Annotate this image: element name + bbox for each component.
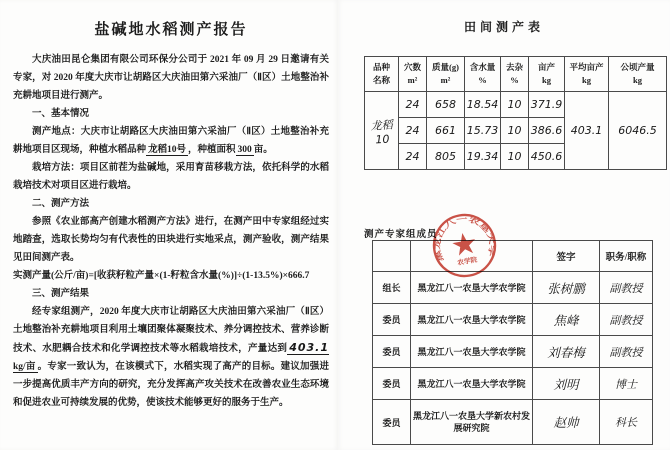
- location-paragraph: [13, 123, 329, 159]
- role-cell: 委员: [373, 368, 411, 400]
- col-variety: 品种 名称: [365, 57, 399, 92]
- col-moisture: 含水量 %: [465, 57, 501, 92]
- signature-cell: 赵帅: [533, 400, 600, 445]
- moisture-cell: 18.54: [465, 92, 501, 118]
- section1-heading: 一、基本情况: [32, 109, 90, 119]
- expert-row: [373, 272, 653, 304]
- title-cell: 博士: [600, 368, 653, 400]
- holes-cell: 24: [399, 144, 427, 170]
- empty-header-cell: [373, 241, 411, 272]
- section3-heading: 三、测产结果: [32, 289, 90, 299]
- cultivation-paragraph: 栽培方法：项目区前茬为盐碱地，采用育苗移栽方法，依托科学的水稻栽培技术对项目区进行栽培。: [13, 163, 329, 191]
- result-suffix: 。专家一致认为，在该模式下，水稻实现了高产的目标。建议加强进一步提高优质丰产方向的研究，充分发挥高产攻关技术在改善农业生态环境和促进农业可持续发展的优势，使该技术能够更好的服务于生产。: [13, 362, 329, 408]
- field-header-row: [365, 57, 667, 92]
- seal-ring-text: 黑龙江八一农垦大学: [432, 214, 497, 264]
- experts-table: [372, 240, 653, 445]
- variety-blank: 龙稻10号: [148, 145, 187, 155]
- org-cell: 黑龙江八一农垦大学农学院: [411, 368, 533, 400]
- location-suffix: 亩。: [253, 145, 273, 155]
- holes-cell: 24: [399, 92, 427, 118]
- signature-cell: 焦峰: [533, 304, 600, 336]
- tables-page: [338, 0, 670, 450]
- col-impurity: 去杂 %: [501, 57, 529, 92]
- title-header: 职务/职称: [600, 241, 653, 272]
- expert-row: [373, 368, 653, 400]
- location-mid: ，种植面积: [188, 145, 236, 155]
- location-prefix: 测产地点：大庆市让胡路区大庆油田第六采油厂（Ⅱ区）土地整治补充耕地项目区现场，种植水稻品种: [13, 127, 329, 155]
- col-yield: 亩产 kg: [529, 57, 565, 92]
- yield-formula: 实测产量(公斤/亩)=[收获籽粒产量×(1-籽粒含水量(%)]÷(1-13.5%)×666.7: [13, 271, 310, 281]
- impurity-cell: 10: [501, 144, 529, 170]
- title-cell: 副教授: [600, 272, 653, 304]
- mass-cell: 658: [427, 92, 465, 118]
- title-cell: 副教授: [600, 304, 653, 336]
- empty-header-cell: [411, 241, 533, 272]
- yield-value-handwritten: 403.1: [289, 341, 329, 354]
- intro-paragraph: 大庆油田昆仑集团有限公司环保分公司于 2021 年 09 月 29 日邀请有关专家，对 2020 年度大庆市让胡路区大庆油田第六采油厂（Ⅱ区）土地整治补充耕地项目进行测产。: [13, 55, 329, 101]
- area-blank: 300: [237, 145, 252, 155]
- org-cell: 黑龙江八一农垦大学农学院: [411, 336, 533, 368]
- expert-row: [373, 400, 653, 445]
- holes-cell: 24: [399, 118, 427, 144]
- average-yield-cell: 403.1: [565, 92, 609, 170]
- org-cell: 黑龙江八一农垦大学农学院: [411, 304, 533, 336]
- role-cell: 委员: [373, 304, 411, 336]
- signature-cell: 张树鹏: [533, 272, 600, 304]
- org-cell: 黑龙江八一农垦大学新农村发展研究院: [411, 400, 533, 445]
- role-cell: 委员: [373, 400, 411, 445]
- moisture-cell: 19.34: [465, 144, 501, 170]
- experts-label: 测产专家组成员: [364, 230, 438, 240]
- yield-cell: 371.9: [529, 92, 565, 118]
- result-paragraph: [13, 303, 329, 412]
- role-cell: 委员: [373, 336, 411, 368]
- col-mass: 质量(g) m²: [427, 57, 465, 92]
- expert-row: [373, 336, 653, 368]
- impurity-cell: 10: [501, 118, 529, 144]
- mass-cell: 805: [427, 144, 465, 170]
- signature-cell: 刘春梅: [533, 336, 600, 368]
- section2-heading: 二、测产方法: [32, 199, 90, 209]
- yield-unit: kg/亩: [13, 362, 36, 372]
- col-holes: 穴数 m²: [399, 57, 427, 92]
- field-row: [365, 92, 667, 118]
- yield-cell: 450.6: [529, 144, 565, 170]
- seal-inner-text: 农学院: [456, 256, 478, 268]
- hectare-yield-cell: 6046.5: [609, 92, 667, 170]
- variety-cell: 龙稻10: [362, 91, 400, 171]
- expert-row: [373, 304, 653, 336]
- moisture-cell: 15.73: [465, 118, 501, 144]
- role-cell: 组长: [373, 272, 411, 304]
- signature-cell: 刘明: [533, 368, 600, 400]
- field-table-title: 田间测产表: [463, 20, 544, 34]
- experts-header-row: [373, 241, 653, 272]
- title-cell: 副教授: [600, 336, 653, 368]
- sign-header: 签字: [533, 241, 600, 272]
- col-hectare-yield: 公顷产量 kg: [609, 57, 667, 92]
- mass-cell: 661: [427, 118, 465, 144]
- method-paragraph: 参照《农业部高产创建水稻测产方法》进行，在测产田中专家组经过实地踏查，选取长势均匀有代表性的田块进行实地采点，测产验收，测产结果见田间测产表。: [13, 217, 329, 263]
- title-cell: 科长: [600, 400, 653, 445]
- result-prefix: 经专家组测产，2020 年度大庆市让胡路区大庆油田第六采油厂（Ⅱ区）土地整治补充耕地项目利用土壤团聚体凝聚技术、养分调控技术、营养诊断技术、水肥耦合技术和化学调控技术等水稻栽培技术，产量达到: [13, 307, 329, 354]
- yield-cell: 386.6: [529, 118, 565, 144]
- field-yield-table: [364, 56, 667, 170]
- impurity-cell: 10: [501, 92, 529, 118]
- col-average-yield: 平均亩产 kg: [565, 57, 609, 92]
- report-title: 盐碱地水稻测产报告: [94, 22, 248, 38]
- org-cell: 黑龙江八一农垦大学农学院: [411, 272, 533, 304]
